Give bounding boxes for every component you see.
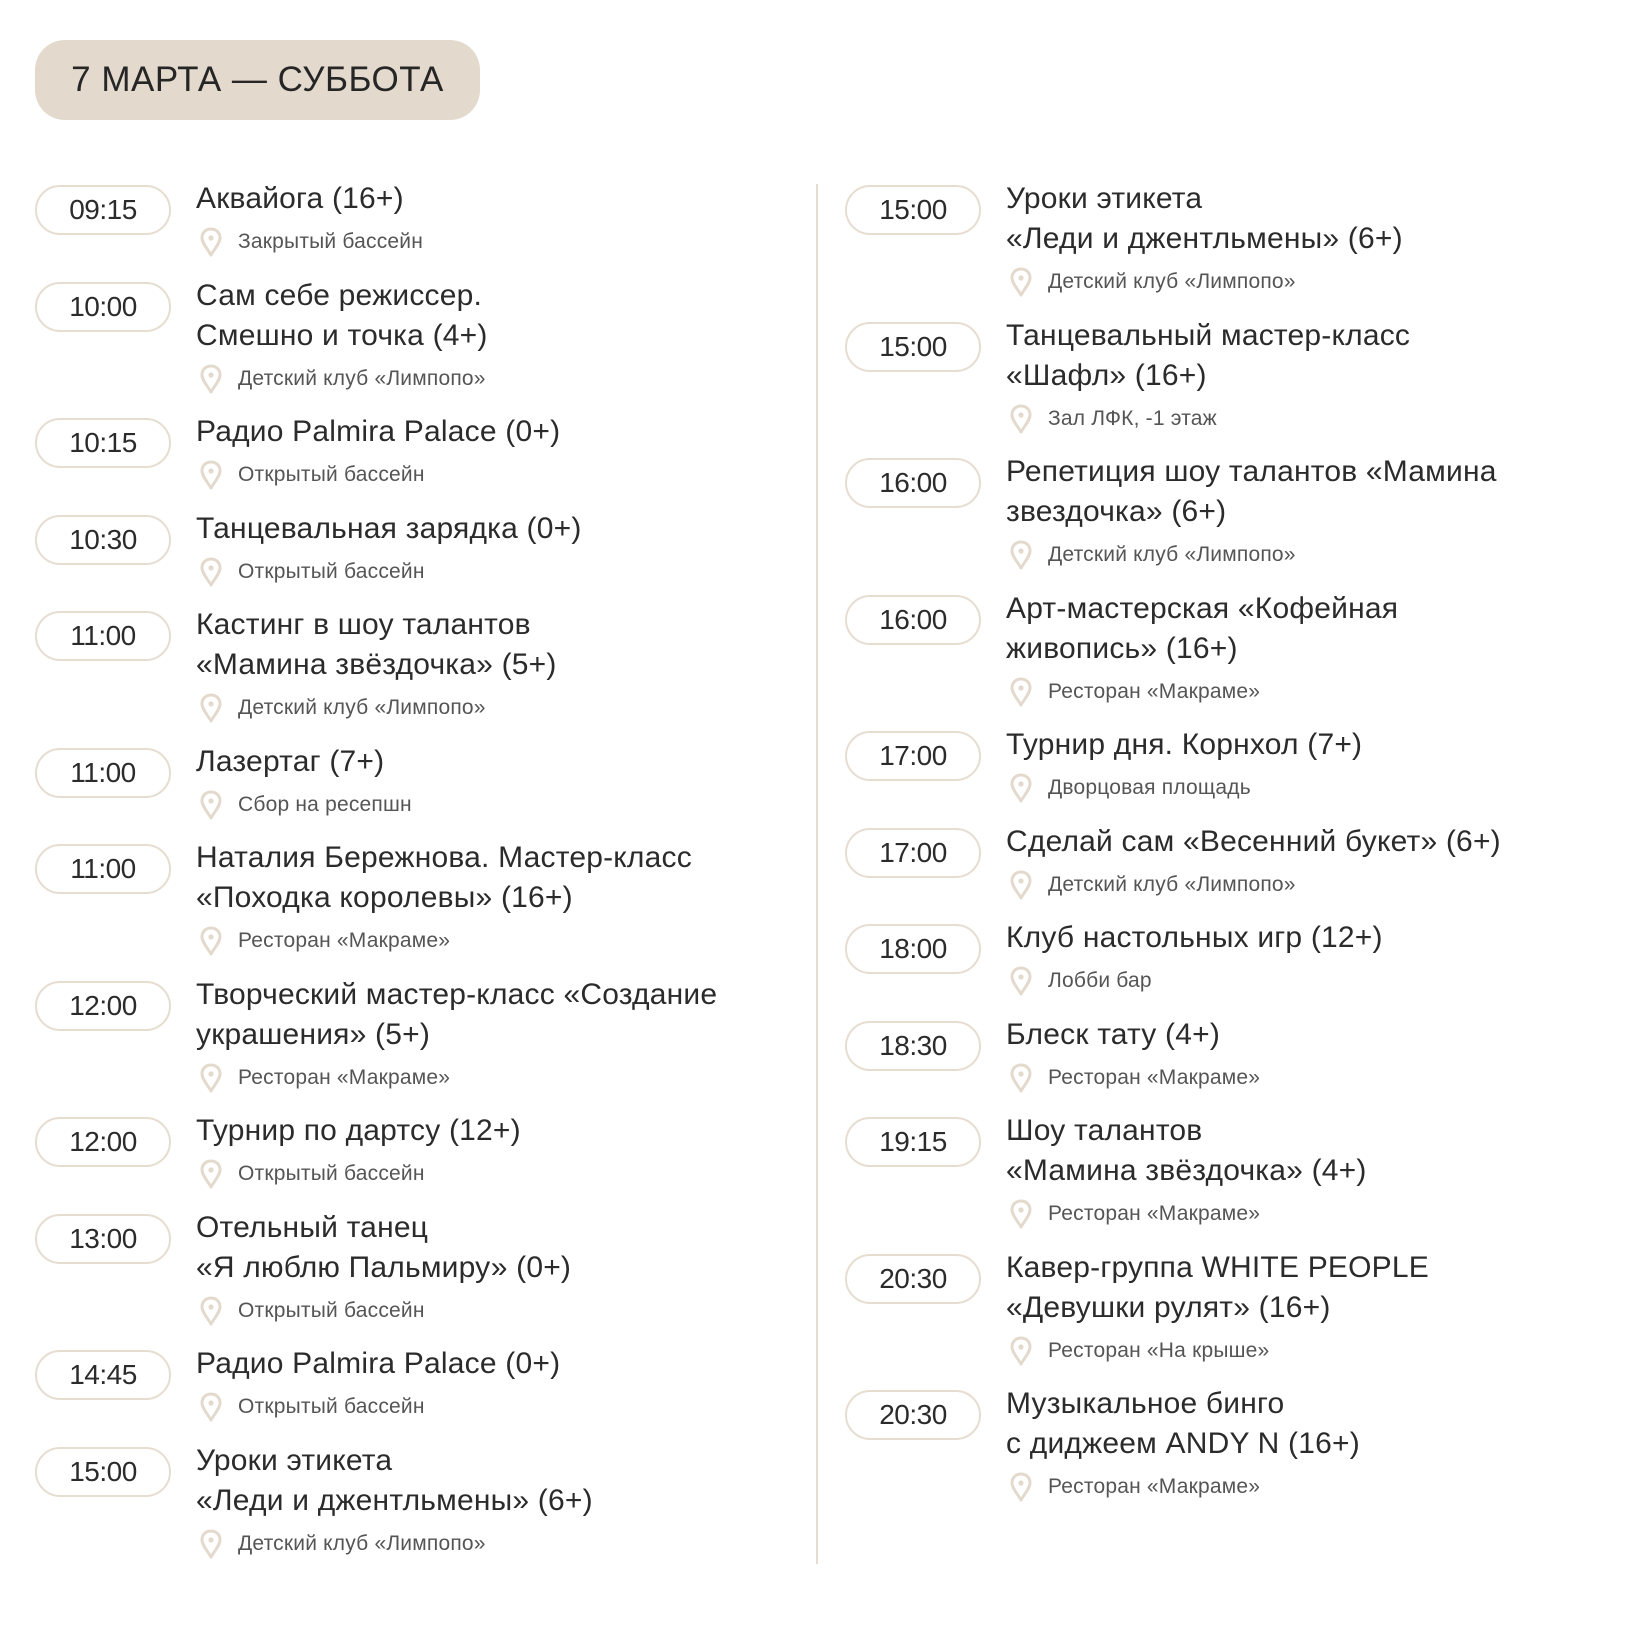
event-title: Клуб настольных игр (12+) xyxy=(1006,921,1383,954)
time-badge: 16:00 xyxy=(845,458,981,508)
event-location xyxy=(196,788,412,822)
schedule-event xyxy=(35,608,795,748)
event-body xyxy=(196,511,582,589)
event-body xyxy=(1006,1017,1261,1095)
event-location xyxy=(196,225,423,259)
location-label: Детский клуб «Лимпопо» xyxy=(1048,872,1296,896)
map-pin-icon xyxy=(200,790,222,820)
location-label: Ресторан «Макраме» xyxy=(1048,679,1261,703)
event-location xyxy=(1006,675,1398,709)
event-location xyxy=(1006,1061,1260,1095)
event-location xyxy=(1006,964,1383,998)
schedule-event xyxy=(845,455,1605,595)
schedule-event xyxy=(35,1443,795,1584)
event-location xyxy=(1006,1470,1360,1504)
schedule-event xyxy=(845,728,1605,828)
time-badge: 18:30 xyxy=(845,1021,981,1071)
time-badge: 11:00 xyxy=(35,611,171,661)
event-title: Музыкальное бинго с диджеем ANDY N (16+) xyxy=(1006,1387,1360,1460)
time-badge: 18:00 xyxy=(845,924,981,974)
location-label: Открытый бассейн xyxy=(238,1395,425,1418)
event-location xyxy=(196,1527,593,1561)
map-pin-icon xyxy=(1010,870,1032,900)
event-body xyxy=(1006,921,1383,998)
event-body xyxy=(196,415,561,492)
map-pin-icon xyxy=(1010,404,1032,434)
map-pin-icon xyxy=(1010,773,1032,803)
event-title: Танцевальный мастер-класс «Шафл» (16+) xyxy=(1006,318,1411,392)
event-title: Блеск тату (4+) xyxy=(1006,1017,1221,1051)
event-body xyxy=(1006,1387,1360,1504)
location-label: Ресторан «Макраме» xyxy=(1048,1202,1261,1225)
schedule-event xyxy=(35,977,795,1118)
event-location xyxy=(196,1294,571,1328)
event-location xyxy=(196,458,560,492)
time-badge: 20:30 xyxy=(845,1254,981,1304)
time-badge: 17:00 xyxy=(845,828,981,878)
map-pin-icon xyxy=(200,1296,222,1326)
time-badge: 09:15 xyxy=(35,185,171,235)
event-body xyxy=(1006,455,1497,572)
event-location xyxy=(196,924,692,958)
map-pin-icon xyxy=(1010,540,1032,570)
event-title: Уроки этикета «Леди и джентльмены» (6+) xyxy=(196,1443,593,1517)
time-badge: 10:15 xyxy=(35,418,171,468)
location-label: Детский клуб «Лимпопо» xyxy=(1048,270,1296,293)
event-location xyxy=(1006,771,1362,805)
event-body xyxy=(1006,318,1411,436)
event-body xyxy=(196,977,718,1095)
schedule-event xyxy=(845,1387,1605,1527)
time-badge: 16:00 xyxy=(845,595,981,645)
location-label: Детский клуб «Лимпопо» xyxy=(238,1531,486,1555)
map-pin-icon xyxy=(200,1159,222,1189)
location-label: Ресторан «Макраме» xyxy=(238,1065,451,1089)
schedule-event xyxy=(35,1114,795,1214)
location-label: Детский клуб «Лимпопо» xyxy=(238,696,486,719)
event-body xyxy=(196,1347,561,1424)
time-badge: 14:45 xyxy=(35,1350,171,1400)
map-pin-icon xyxy=(200,1063,222,1093)
map-pin-icon xyxy=(1010,677,1032,707)
event-location xyxy=(1006,1334,1429,1368)
schedule-event xyxy=(845,921,1605,1021)
schedule-event xyxy=(35,841,795,981)
event-title: Радио Palmira Palace (0+) xyxy=(196,415,561,448)
day-header xyxy=(35,40,480,120)
map-pin-icon xyxy=(200,227,222,257)
map-pin-icon xyxy=(200,926,222,956)
schedule-event xyxy=(845,824,1605,925)
time-badge: 11:00 xyxy=(35,844,171,894)
schedule-event xyxy=(35,511,795,612)
event-title: Наталия Бережнова. Мастер-класс «Походка королевы» (16+) xyxy=(196,841,692,914)
time-badge: 12:00 xyxy=(35,981,171,1031)
event-location xyxy=(1006,1197,1367,1231)
event-body xyxy=(1006,728,1363,805)
event-location xyxy=(196,1157,521,1191)
location-label: Ресторан «Макраме» xyxy=(1048,1475,1261,1498)
event-title: Радио Palmira Palace (0+) xyxy=(196,1347,561,1380)
event-title: Кавер-группа WHITE PEOPLE «Девушки рулят» (16+) xyxy=(1006,1250,1429,1324)
event-location xyxy=(196,362,488,396)
schedule-event xyxy=(35,1210,795,1351)
column-divider xyxy=(816,184,818,1564)
time-badge: 12:00 xyxy=(35,1117,171,1167)
event-body xyxy=(196,278,488,396)
event-body xyxy=(1006,591,1399,709)
event-title: Творческий мастер-класс «Создание украшения» (5+) xyxy=(196,977,718,1051)
schedule-column-left xyxy=(35,182,795,1583)
schedule-event xyxy=(845,1114,1605,1254)
schedule-event xyxy=(845,182,1605,322)
map-pin-icon xyxy=(200,1392,222,1422)
time-badge: 15:00 xyxy=(845,185,981,235)
location-label: Открытый бассейн xyxy=(238,559,425,583)
event-body xyxy=(1006,182,1403,299)
schedule-event xyxy=(845,1250,1605,1391)
schedule-event xyxy=(35,744,795,845)
time-badge: 13:00 xyxy=(35,1214,171,1264)
event-title: Репетиция шоу талантов «Мамина звездочка» (6+) xyxy=(1006,455,1497,528)
event-location xyxy=(1006,538,1497,572)
time-badge: 19:15 xyxy=(845,1117,981,1167)
time-badge: 10:00 xyxy=(35,282,171,332)
location-label: Открытый бассейн xyxy=(238,1298,425,1322)
event-body xyxy=(196,182,424,259)
location-label: Закрытый бассейн xyxy=(238,230,424,253)
location-label: Дворцовая площадь xyxy=(1048,776,1251,799)
event-title: Уроки этикета «Леди и джентльмены» (6+) xyxy=(1006,182,1403,255)
day-title: 7 МАРТА — СУББОТА xyxy=(71,60,444,99)
location-label: Ресторан «Макраме» xyxy=(1048,1065,1261,1089)
event-body xyxy=(196,608,557,725)
event-title: Турнир по дартсу (12+) xyxy=(196,1114,521,1147)
event-location xyxy=(1006,868,1501,902)
event-body xyxy=(196,841,692,958)
event-title: Лазертаг (7+) xyxy=(196,744,385,778)
event-title: Сам себе режиссер. Смешно и точка (4+) xyxy=(196,278,488,352)
event-body xyxy=(196,1114,521,1191)
time-badge: 20:30 xyxy=(845,1390,981,1440)
time-badge: 11:00 xyxy=(35,748,171,798)
event-body xyxy=(196,1210,572,1328)
map-pin-icon xyxy=(1010,1336,1032,1366)
schedule-event xyxy=(845,318,1605,459)
time-badge: 10:30 xyxy=(35,515,171,565)
map-pin-icon xyxy=(200,1529,222,1559)
event-body xyxy=(1006,824,1501,902)
schedule-event xyxy=(845,1017,1605,1118)
event-location xyxy=(1006,402,1410,436)
event-title: Сделай сам «Весенний букет» (6+) xyxy=(1006,824,1501,858)
location-label: Лобби бар xyxy=(1048,969,1152,992)
map-pin-icon xyxy=(200,364,222,394)
map-pin-icon xyxy=(200,693,222,723)
map-pin-icon xyxy=(200,557,222,587)
map-pin-icon xyxy=(1010,966,1032,996)
event-body xyxy=(196,1443,593,1561)
schedule-event xyxy=(845,591,1605,732)
map-pin-icon xyxy=(1010,1472,1032,1502)
event-title: Арт-мастерская «Кофейная живопись» (16+) xyxy=(1006,591,1399,665)
schedule-event xyxy=(35,278,795,419)
event-title: Танцевальная зарядка (0+) xyxy=(196,511,582,545)
event-title: Шоу талантов «Мамина звёздочка» (4+) xyxy=(1006,1114,1367,1187)
time-badge: 17:00 xyxy=(845,731,981,781)
location-label: Ресторан «Макраме» xyxy=(238,929,451,952)
event-location xyxy=(1006,265,1403,299)
location-label: Открытый бассейн xyxy=(238,463,425,486)
event-location xyxy=(196,1390,560,1424)
schedule-event xyxy=(35,415,795,515)
event-location xyxy=(196,555,582,589)
schedule-event xyxy=(35,182,795,282)
event-title: Турнир дня. Корнхол (7+) xyxy=(1006,728,1363,761)
event-title: Аквайога (16+) xyxy=(196,182,404,215)
time-badge: 15:00 xyxy=(845,322,981,372)
map-pin-icon xyxy=(1010,267,1032,297)
location-label: Ресторан «На крыше» xyxy=(1048,1338,1270,1362)
schedule-column-right xyxy=(845,182,1605,1527)
map-pin-icon xyxy=(1010,1063,1032,1093)
location-label: Открытый бассейн xyxy=(238,1162,425,1185)
event-title: Отельный танец «Я люблю Пальмиру» (0+) xyxy=(196,1210,572,1284)
map-pin-icon xyxy=(200,460,222,490)
event-location xyxy=(196,1061,717,1095)
event-body xyxy=(1006,1114,1367,1231)
event-body xyxy=(1006,1250,1429,1368)
time-badge: 15:00 xyxy=(35,1447,171,1497)
location-label: Сбор на ресепшн xyxy=(238,792,412,816)
event-title: Кастинг в шоу талантов «Мамина звёздочка» (5+) xyxy=(196,608,557,681)
schedule-event xyxy=(35,1347,795,1447)
location-label: Зал ЛФК, -1 этаж xyxy=(1048,406,1217,430)
event-location xyxy=(196,691,557,725)
map-pin-icon xyxy=(1010,1199,1032,1229)
location-label: Детский клуб «Лимпопо» xyxy=(238,366,486,390)
location-label: Детский клуб «Лимпопо» xyxy=(1048,543,1296,566)
event-body xyxy=(196,744,412,822)
